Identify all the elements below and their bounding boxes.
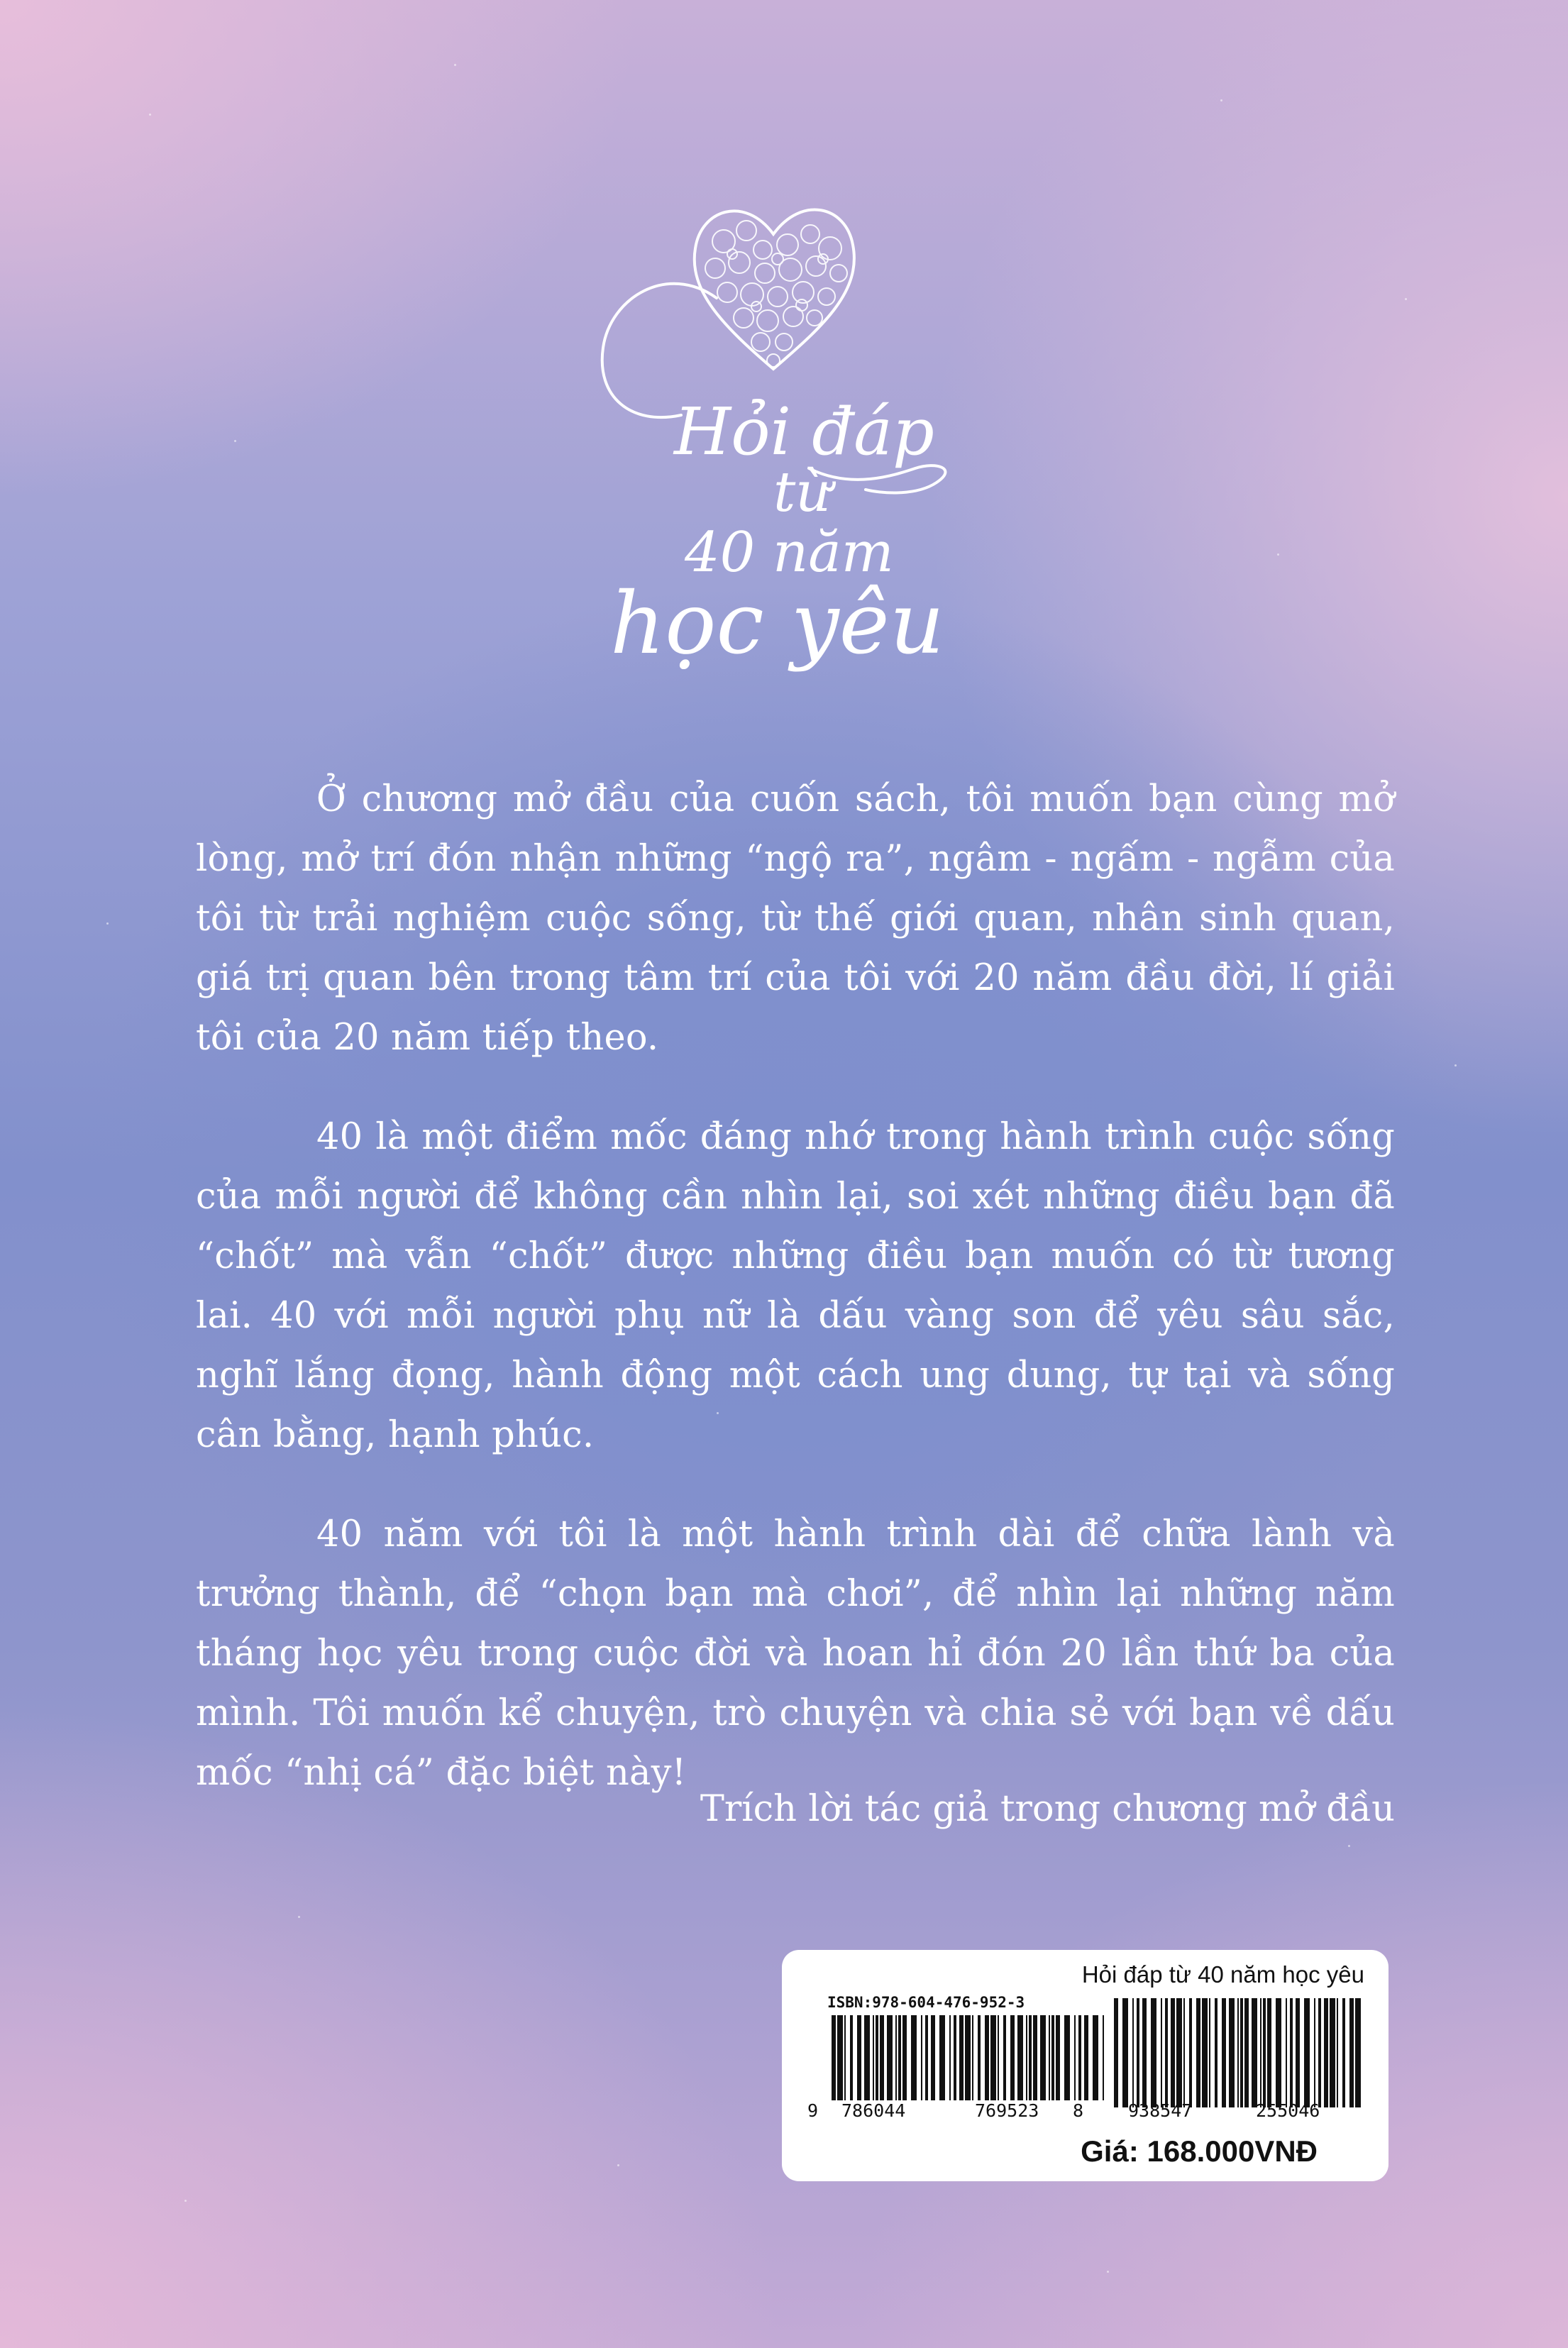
barcode-bar: [959, 2015, 964, 2100]
barcode-bar: [1267, 1998, 1271, 2107]
barcode-bar: [1165, 1998, 1168, 2107]
barcode-bar: [1229, 1998, 1235, 2107]
barcode-bar: [902, 2015, 907, 2100]
barcode-bar: [1161, 1998, 1162, 2107]
attribution: Trích lời tác giả trong chương mở đầu: [700, 1788, 1395, 1830]
barcode-bar: [1132, 1998, 1134, 2107]
barcode-bar: [1276, 1998, 1281, 2107]
ean-digits-left: 938547: [1128, 2100, 1193, 2121]
barcode-bar: [931, 2015, 935, 2100]
barcode-bar: [832, 2015, 836, 2100]
barcode-bar: [1033, 2015, 1037, 2100]
back-cover-blurb: [196, 770, 1395, 1843]
barcode-bar: [1209, 1998, 1210, 2107]
barcode-bar: [1176, 1998, 1182, 2107]
barcode-bar: [1074, 2015, 1076, 2100]
barcode-bar: [1137, 1998, 1139, 2107]
barcode-bar: [1202, 1998, 1208, 2107]
barcode-bar: [1026, 2015, 1027, 2100]
barcode-bar: [1114, 1998, 1118, 2107]
barcode-bar: [925, 2015, 928, 2100]
barcode-bar: [1093, 2015, 1098, 2100]
barcode-bar: [985, 2015, 989, 2100]
ean-digits-right: 255046: [1256, 2100, 1320, 2121]
barcode-bar: [1103, 2015, 1104, 2100]
isbn-label: ISBN:978-604-476-952-3: [827, 1994, 1025, 2011]
barcode-bar: [1318, 1998, 1321, 2107]
barcode-bar: [990, 2015, 996, 2100]
barcode-bar: [844, 2015, 846, 2100]
barcode-bar: [1215, 1998, 1218, 2107]
barcode-bar: [857, 2015, 861, 2100]
barcode-bar: [1049, 2015, 1050, 2100]
barcode-bar: [880, 2015, 884, 2100]
barcode-bar: [1084, 2015, 1088, 2100]
barcode-bar: [1240, 1998, 1243, 2107]
paragraph: 40 năm với tôi là một hành trình dài để chữa lành và trưởng thành, để “chọn bạn mà chơi”, để nhìn lại những năm tháng học yêu trong cuộc đời và hoan hỉ đón 20 lần thứ ba của mình. Tôi muốn kể chuyện, trò chuyện và chia sẻ với bạn về dấu mốc “nhị cá” đặc biệt này!: [196, 1514, 1395, 1794]
isbn-lead-digit: 9: [807, 2100, 819, 2121]
barcode-bar: [972, 2015, 973, 2100]
barcode-bar: [1078, 2015, 1081, 2100]
logo-line-4: học yêu: [610, 575, 944, 673]
barcode-bar: [965, 2015, 971, 2100]
barcode-bar: [998, 2015, 999, 2100]
price-label: Giá: 168.000VNĐ: [1081, 2134, 1318, 2168]
barcode-bar: [1171, 1998, 1175, 2107]
barcode-bar: [898, 2015, 901, 2100]
barcode-bar: [1244, 1998, 1249, 2107]
barcode-bar: [1337, 1998, 1338, 2107]
barcode-bar: [895, 2015, 897, 2100]
logo-line-3: 40 năm: [685, 521, 894, 585]
barcode-bar: [1029, 2015, 1032, 2100]
barcode-bar: [1314, 1998, 1315, 2107]
barcode-bar: [1286, 1998, 1287, 2107]
paragraph: Ở chương mở đầu của cuốn sách, tôi muốn bạn cùng mở lòng, mở trí đón nhận những “ngộ ra”, ngâm - ngấm - ngẫm của tôi từ trải nghiệm cuộc sống, từ thế giới quan, nhân sinh quan, giá trị quan bên trong tâm trí của tôi với 20 năm đầu đời, lí giải tôi của 20 năm tiếp theo.: [196, 778, 1395, 1059]
barcode-book-title: Hỏi đáp từ 40 năm học yêu: [1081, 1961, 1364, 1988]
barcode-bar: [921, 2015, 922, 2100]
isbn-digits-right: 769523: [975, 2100, 1039, 2121]
barcode-bar: [1252, 1998, 1257, 2107]
barcode-bar: [978, 2015, 981, 2100]
barcode-bar: [1342, 1998, 1345, 2107]
barcode-bar: [1142, 1998, 1147, 2107]
barcode-bar: [1010, 2015, 1015, 2100]
barcode-panel: [782, 1950, 1388, 2181]
logo-line-1: Hỏi đáp: [674, 394, 934, 470]
barcode-bar: [1183, 1998, 1185, 2107]
barcode-bar: [1040, 2015, 1046, 2100]
barcode-bar: [1304, 1998, 1310, 2107]
isbn-digits-left: 786044: [841, 2100, 906, 2121]
barcode-bar: [837, 2015, 843, 2100]
barcode-bar: [1151, 1998, 1156, 2107]
barcode-bar: [939, 2015, 945, 2100]
barcode-bar: [954, 2015, 956, 2100]
barcode-bar: [1064, 2015, 1070, 2100]
barcode-bar: [1122, 1998, 1128, 2107]
barcode-bar: [1260, 1998, 1261, 2107]
barcode-bar: [949, 2015, 951, 2100]
barcode-bar: [1324, 1998, 1328, 2107]
paragraph: 40 là một điểm mốc đáng nhớ trong hành trình cuộc sống của mỗi người để không cần nhìn lại, soi xét những điều bạn đã “chốt” mà vẫn “chốt” được những điều bạn muốn có từ tương lai. 40 với mỗi người phụ nữ là dấu vàng son để yêu sâu sắc, nghĩ lắng đọng, hành động một cách ung dung, tự tại và sống cân bằng, hạnh phúc.: [196, 1116, 1395, 1456]
barcode-bar: [873, 2015, 874, 2100]
barcode-bar: [876, 2015, 878, 2100]
barcode-bar: [864, 2015, 870, 2100]
barcode-bar: [1222, 1998, 1226, 2107]
barcode-bar: [850, 2015, 853, 2100]
logo-line-2: từ: [773, 461, 832, 524]
barcode-bar: [1056, 2015, 1060, 2100]
barcode-bar: [1355, 1998, 1361, 2107]
barcode-bar: [1349, 1998, 1354, 2107]
barcode-bar: [911, 2015, 917, 2100]
barcode-bar: [1189, 1998, 1192, 2107]
barcode-bar: [1296, 1998, 1300, 2107]
barcode-bar: [1051, 2015, 1054, 2100]
heart-icon: [695, 209, 854, 369]
barcode-bar: [1196, 1998, 1200, 2107]
title-logo: [582, 156, 1022, 695]
ean-lead-digit: 8: [1073, 2100, 1084, 2121]
barcode-bar: [1017, 2015, 1023, 2100]
barcode-bar: [1237, 1998, 1239, 2107]
barcode-bar: [1290, 1998, 1293, 2107]
barcode-bar: [887, 2015, 893, 2100]
barcode-bar: [1003, 2015, 1006, 2100]
barcode-bar: [1330, 1998, 1335, 2107]
barcode-bar: [1263, 1998, 1266, 2107]
